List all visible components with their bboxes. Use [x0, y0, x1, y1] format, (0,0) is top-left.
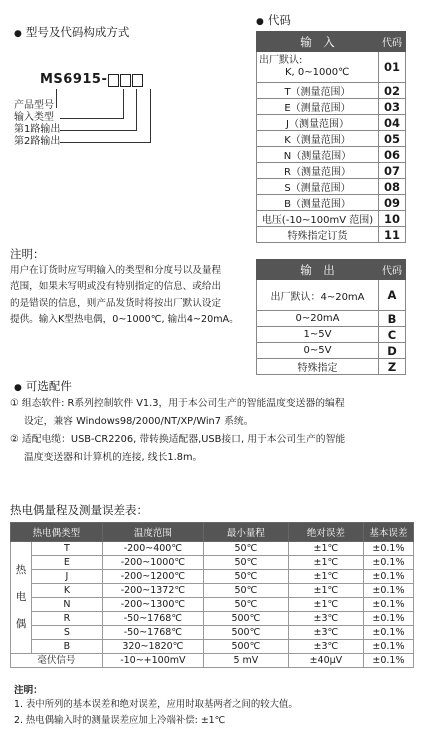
table-row [11, 584, 414, 598]
footnote-line: 1. 表中所列的基本误差和绝对误差，应用时取基两者之间的较大值。 [14, 699, 298, 710]
model-labels [14, 100, 60, 148]
tree-branch-4 [60, 142, 150, 143]
table-row [257, 327, 406, 343]
label-output-2: 第2路输出 [14, 136, 61, 147]
note-line: 用户在订货时应写明输入的类型和分度号以及量程 [10, 265, 222, 276]
code-section-heading: ● 代码 [256, 12, 291, 28]
tc-min: 50℃ [203, 584, 288, 598]
tc-table-header [11, 523, 414, 542]
code-box-1 [108, 74, 119, 87]
label-output-1: 第1路输出 [14, 124, 61, 135]
table-row [257, 99, 406, 115]
accessories-heading: ● 可选配件 [14, 378, 72, 394]
default-value: K, 0~1000℃ [285, 67, 350, 78]
mv-basic: ±0.1% [363, 654, 413, 668]
footnote-line: 2. 热电偶输入时的测量误差应加上冷端补偿: ±1℃ [14, 715, 226, 726]
tc-abs: ±1℃ [288, 598, 363, 612]
table-row [257, 163, 406, 179]
tc-type: B [32, 640, 103, 654]
table-row [11, 556, 414, 570]
tc-range: -200~400℃ [102, 542, 203, 556]
table-row [257, 52, 406, 83]
tc-basic: ±0.1% [363, 640, 413, 654]
tc-basic: ±0.1% [363, 612, 413, 626]
note-body [10, 263, 250, 329]
item-line: 组态软件: R系列控制软件 V1.3，用于本公司生产的智能温度变送器的编程 [21, 398, 345, 409]
input-desc: R（测量范围） [257, 163, 379, 179]
footnote-title: 注明： [14, 685, 43, 696]
tc-abs: ±3℃ [288, 612, 363, 626]
col-range: 温度范围 [102, 523, 203, 542]
tc-range: -200~1372℃ [102, 584, 203, 598]
tree-line-4 [150, 89, 151, 143]
tree-line-3 [136, 89, 137, 131]
output-desc: 特殊指定 [257, 359, 379, 375]
item-line: 适配电缆：USB-CR2206, 带转换适配器,USB接口, 用于本公司生产的智能 [21, 434, 346, 445]
tc-range: -200~1300℃ [102, 598, 203, 612]
tc-range: -200~1200℃ [102, 570, 203, 584]
table-row [11, 640, 414, 654]
table-row [257, 359, 406, 375]
table-row [257, 343, 406, 359]
input-code: 11 [379, 227, 406, 243]
tc-basic: ±0.1% [363, 556, 413, 570]
input-desc: 特殊指定订货 [257, 227, 379, 243]
tc-type: E [32, 556, 103, 570]
table-row [11, 570, 414, 584]
table-row-mv [11, 654, 414, 668]
mv-abs: ±40μV [288, 654, 363, 668]
accessories-list [10, 395, 418, 467]
group-char: 热 [15, 564, 27, 576]
tc-type: J [32, 570, 103, 584]
tc-type: N [32, 598, 103, 612]
model-number: MS6915- [40, 72, 108, 87]
item-number: ① [10, 398, 19, 409]
item-line: 温度变送器和计算机的连接, 线长1.8m。 [24, 452, 203, 463]
tc-abs: ±3℃ [288, 640, 363, 654]
output-code-table [256, 259, 406, 375]
tc-abs: ±1℃ [288, 570, 363, 584]
table-row [257, 227, 406, 243]
tc-min: 500℃ [203, 640, 288, 654]
input-code: 07 [379, 163, 406, 179]
tc-min: 500℃ [203, 626, 288, 640]
input-desc: N（测量范围） [257, 147, 379, 163]
input-code: 04 [379, 115, 406, 131]
group-char: 偶 [15, 618, 27, 630]
input-code: 05 [379, 131, 406, 147]
note-line: 的是错误的信息，则产品发货时将按出厂默认设定 [10, 297, 222, 309]
table-row [257, 83, 406, 99]
input-code: 03 [379, 99, 406, 115]
col-basic: 基本误差 [363, 523, 413, 542]
tc-type: R [32, 612, 103, 626]
input-desc: E（测量范围） [257, 99, 379, 115]
table-row [257, 131, 406, 147]
tc-abs: ±3℃ [288, 626, 363, 640]
tree-branch-2 [60, 118, 123, 119]
input-desc: T（测量范围） [257, 83, 379, 99]
tc-abs: ±1℃ [288, 584, 363, 598]
note-line: 范围，如果未写明或没有特别指定的信息、或给出 [10, 281, 222, 293]
tc-min: 50℃ [203, 542, 288, 556]
tc-type: S [32, 626, 103, 640]
table-row [257, 179, 406, 195]
code-box-2 [120, 74, 131, 87]
output-table-header [257, 260, 406, 280]
input-code: 10 [379, 211, 406, 227]
table-row [257, 195, 406, 211]
output-code: D [379, 343, 406, 359]
mv-min: 5 mV [203, 654, 288, 668]
input-desc: B（测量范围） [257, 195, 379, 211]
label-input-type: 输入类型 [14, 112, 54, 123]
input-desc: J（测量范围） [257, 115, 379, 131]
tc-range: 320~1820℃ [102, 640, 203, 654]
output-code: A [379, 280, 406, 311]
tree-line-2 [123, 89, 124, 119]
output-code: B [379, 311, 406, 327]
input-code: 09 [379, 195, 406, 211]
input-table-header [257, 32, 406, 52]
tc-min: 50℃ [203, 556, 288, 570]
input-code: 06 [379, 147, 406, 163]
group-label [11, 542, 32, 654]
mv-type: 毫伏信号 [11, 654, 103, 668]
output-desc: 出厂默认：4~20mA [257, 280, 379, 311]
accessory-item [10, 395, 418, 431]
item-line: 设定，兼容 Windows98/2000/NT/XP/Win7 系统。 [24, 416, 254, 427]
model-code [40, 72, 143, 87]
col-min: 最小量程 [203, 523, 288, 542]
tc-type: K [32, 584, 103, 598]
code-box-3 [132, 74, 143, 87]
footnote-body [14, 697, 298, 729]
item-number: ② [10, 434, 19, 445]
group-char: 电 [15, 591, 27, 603]
tc-basic: ±0.1% [363, 626, 413, 640]
output-header: 输 出 [257, 260, 379, 280]
tc-min: 50℃ [203, 598, 288, 612]
input-desc [257, 52, 379, 83]
tc-range: -50~1768℃ [102, 612, 203, 626]
table-row [11, 598, 414, 612]
model-section-heading: ● 型号及代码构成方式 [14, 24, 129, 40]
table-row [257, 280, 406, 311]
note-line: 提供。输入K型热电偶，0~1000℃, 输出4~20mA。 [10, 314, 239, 326]
input-code: 02 [379, 83, 406, 99]
default-label: 出厂默认: [259, 55, 303, 66]
input-desc: S（测量范围） [257, 179, 379, 195]
tc-table-title: 热电偶量程及测量误差表： [10, 503, 148, 517]
table-row [11, 612, 414, 626]
table-row [11, 542, 414, 556]
output-desc: 1~5V [257, 327, 379, 343]
tc-min: 500℃ [203, 612, 288, 626]
tc-range: -200~1000℃ [102, 556, 203, 570]
label-product-model: 产品型号 [14, 100, 54, 111]
table-row [11, 626, 414, 640]
table-row [257, 211, 406, 227]
note-title: 注明： [10, 247, 45, 261]
input-code: 08 [379, 179, 406, 195]
input-code: 01 [379, 52, 406, 83]
tc-basic: ±0.1% [363, 542, 413, 556]
tc-abs: ±1℃ [288, 542, 363, 556]
input-code-header: 代码 [379, 32, 406, 52]
input-desc: 电压(-10~100mV 范围) [257, 211, 379, 227]
table-row [257, 311, 406, 327]
tc-basic: ±0.1% [363, 570, 413, 584]
table-row [257, 115, 406, 131]
output-code: C [379, 327, 406, 343]
table-row [257, 147, 406, 163]
input-code-table [256, 31, 406, 243]
col-type: 热电偶类型 [11, 523, 103, 542]
tc-min: 50℃ [203, 570, 288, 584]
tc-type: T [32, 542, 103, 556]
output-desc: 0~5V [257, 343, 379, 359]
output-code: Z [379, 359, 406, 375]
tc-range: -50~1768℃ [102, 626, 203, 640]
tc-basic: ±0.1% [363, 598, 413, 612]
col-abs: 绝对误差 [288, 523, 363, 542]
accessory-item [10, 431, 418, 467]
output-desc: 0~20mA [257, 311, 379, 327]
input-desc: K（测量范围） [257, 131, 379, 147]
input-header: 输 入 [257, 32, 379, 52]
tc-basic: ±0.1% [363, 584, 413, 598]
tree-branch-3 [60, 130, 136, 131]
output-code-header: 代码 [379, 260, 406, 280]
tc-abs: ±1℃ [288, 556, 363, 570]
mv-range: -10~+100mV [102, 654, 203, 668]
thermocouple-table [10, 522, 414, 668]
